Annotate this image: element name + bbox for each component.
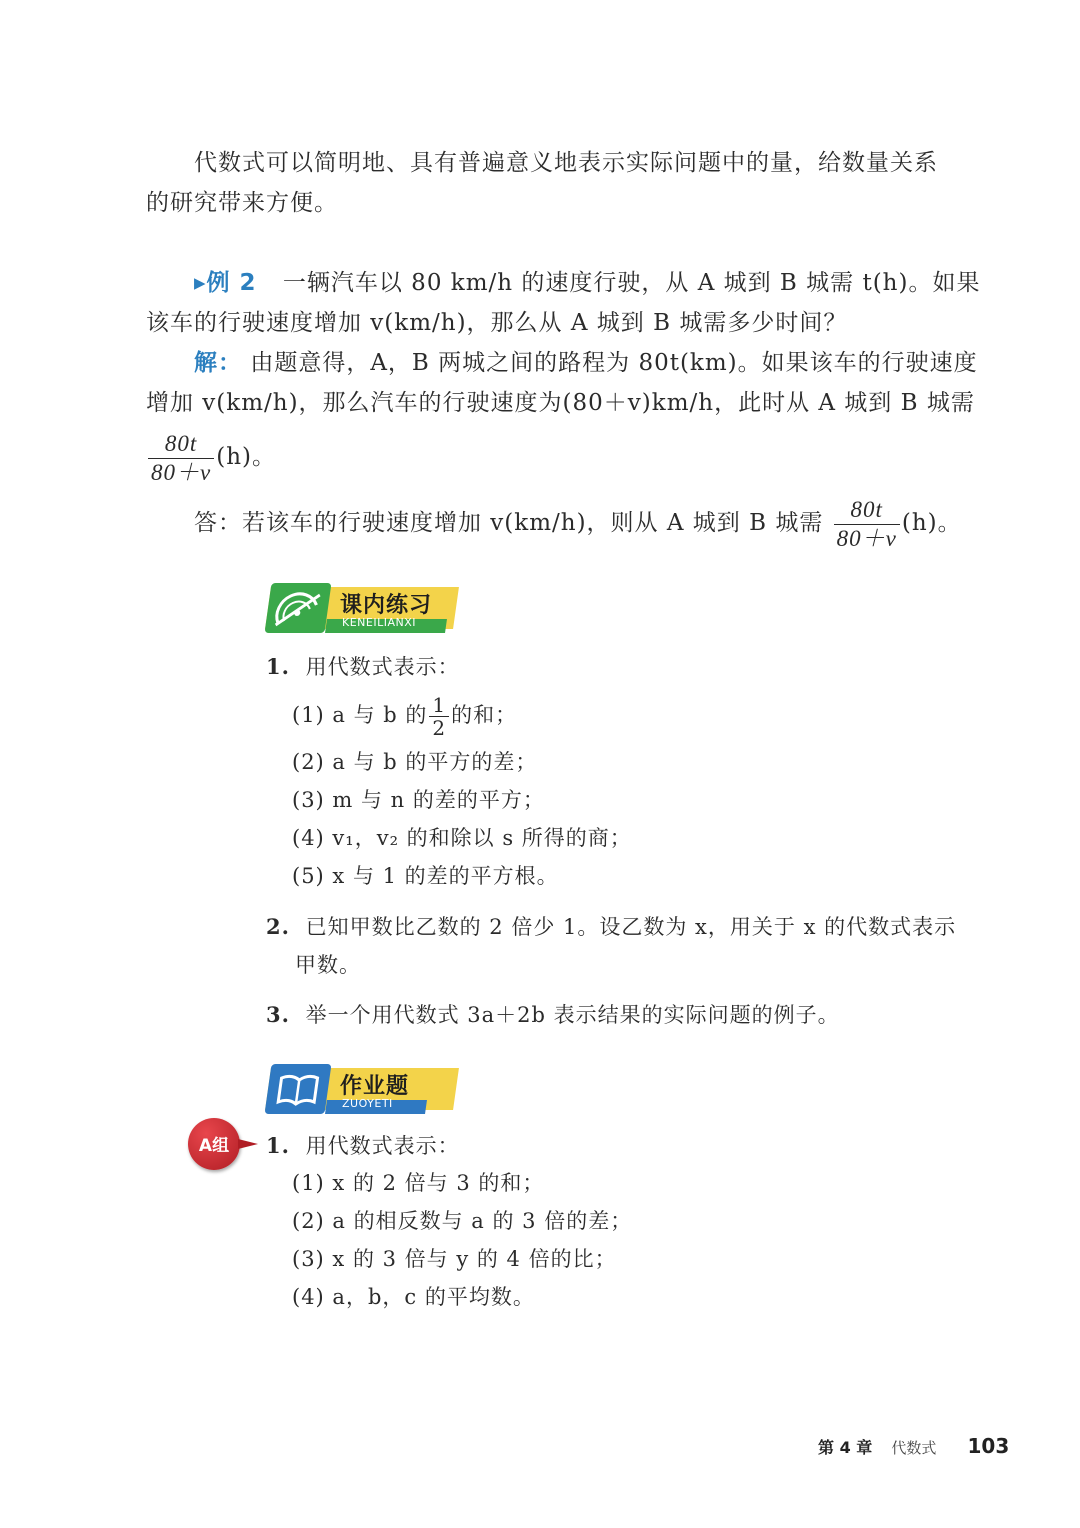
homework-question-1: [266, 1127, 460, 1165]
practice-banner: [268, 583, 468, 633]
intro-line-1: 代数式可以简明地、具有普遍意义地表示实际问题中的量，给数量关系: [194, 150, 938, 176]
group-a-label: A组: [198, 1136, 230, 1156]
example-2-question-1: 一辆汽车以 80 km/h 的速度行驶，从 A 城到 B 城需 t(h)。如果: [282, 270, 981, 296]
practice-question-2-number: 2.: [266, 914, 290, 939]
homework-item-3: (3) x 的 3 倍与 y 的 4 倍的比；: [292, 1247, 617, 1271]
item-1-suffix: 的和；: [451, 703, 518, 727]
practice-question-3-number: 3.: [266, 1002, 290, 1027]
footer-chapter: 第 4 章: [818, 1438, 873, 1457]
solution-text-1: 由题意得，A，B 两城之间的路程为 80t(km)。如果该车的行驶速度: [250, 350, 978, 376]
answer-fraction-numerator: 80t: [834, 496, 900, 525]
practice-banner-subtitle: KENEILIANXI: [342, 616, 416, 629]
group-a-pointer: [238, 1139, 258, 1149]
practice-question-1-text: 用代数式表示：: [305, 655, 460, 679]
footer-chapter-title: 代数式: [891, 1439, 937, 1457]
one-half-denominator: 2: [432, 716, 447, 740]
homework-question-1-text: 用代数式表示：: [305, 1134, 460, 1158]
solution-line-2: 增加 v(km/h)，那么汽车的行驶速度为(80＋v)km/h，此时从 A 城到 B 城需: [146, 390, 975, 416]
homework-item-2: (2) a 的相反数与 a 的 3 倍的差；: [292, 1209, 633, 1233]
practice-q1-item-1: [292, 690, 517, 740]
solution-tail: (h)。: [216, 444, 276, 470]
practice-question-2-line-2: 甲数。: [295, 953, 361, 977]
time-fraction: [148, 430, 214, 487]
book-icon: [264, 1064, 331, 1114]
homework-banner: [268, 1064, 468, 1114]
answer-line: [194, 494, 962, 553]
homework-item-4: (4) a，b，c 的平均数。: [292, 1285, 535, 1309]
solution-line-1: [194, 343, 978, 383]
example-2-line-1: [194, 263, 980, 303]
protractor-icon: [264, 583, 331, 633]
answer-tail: (h)。: [901, 510, 962, 536]
homework-question-1-number: 1.: [266, 1133, 290, 1158]
item-1-prefix: (1) a 与 b 的: [292, 703, 428, 727]
page-footer: [818, 1434, 1009, 1458]
homework-banner-subtitle: ZUOYETI: [342, 1097, 393, 1110]
page-number: 103: [967, 1434, 1010, 1458]
one-half-fraction: [429, 694, 449, 739]
practice-question-2-line-1: 已知甲数比乙数的 2 倍少 1。设乙数为 x，用关于 x 的代数式表示: [305, 915, 957, 939]
practice-question-1: [266, 648, 460, 686]
answer-fraction: [834, 496, 900, 553]
one-half-numerator: 1: [429, 694, 449, 717]
practice-q1-item-5: (5) x 与 1 的差的平方根。: [292, 864, 559, 888]
practice-question-3-text: 举一个用代数式 3a＋2b 表示结果的实际问题的例子。: [305, 1003, 840, 1027]
answer-text: 答：若该车的行驶速度增加 v(km/h)，则从 A 城到 B 城需: [194, 510, 824, 536]
group-a-badge: [188, 1118, 240, 1170]
practice-question-1-number: 1.: [266, 654, 290, 679]
practice-question-2: [266, 908, 956, 946]
example-2-question-2: 该车的行驶速度增加 v(km/h)，那么从 A 城到 B 城需多少时间？: [146, 310, 848, 336]
practice-question-3: [266, 996, 840, 1034]
fraction-numerator: 80t: [148, 430, 214, 459]
fraction-denominator: 80＋v: [151, 459, 212, 485]
solution-line-3: [146, 428, 276, 487]
practice-banner-title: 课内练习: [340, 593, 433, 618]
practice-q1-item-2: (2) a 与 b 的平方的差；: [292, 750, 538, 774]
intro-line-2: 的研究带来方便。: [146, 190, 338, 216]
practice-q1-item-4: (4) v₁，v₂ 的和除以 s 所得的商；: [292, 826, 632, 850]
homework-banner-title: 作业题: [340, 1074, 410, 1099]
practice-q1-item-3: (3) m 与 n 的差的平方；: [292, 788, 545, 812]
homework-item-1: (1) x 的 2 倍与 3 的和；: [292, 1171, 545, 1195]
example-2-label: ▸例 2: [194, 270, 257, 296]
answer-fraction-denominator: 80＋v: [836, 525, 897, 551]
solution-label: 解：: [194, 350, 242, 376]
